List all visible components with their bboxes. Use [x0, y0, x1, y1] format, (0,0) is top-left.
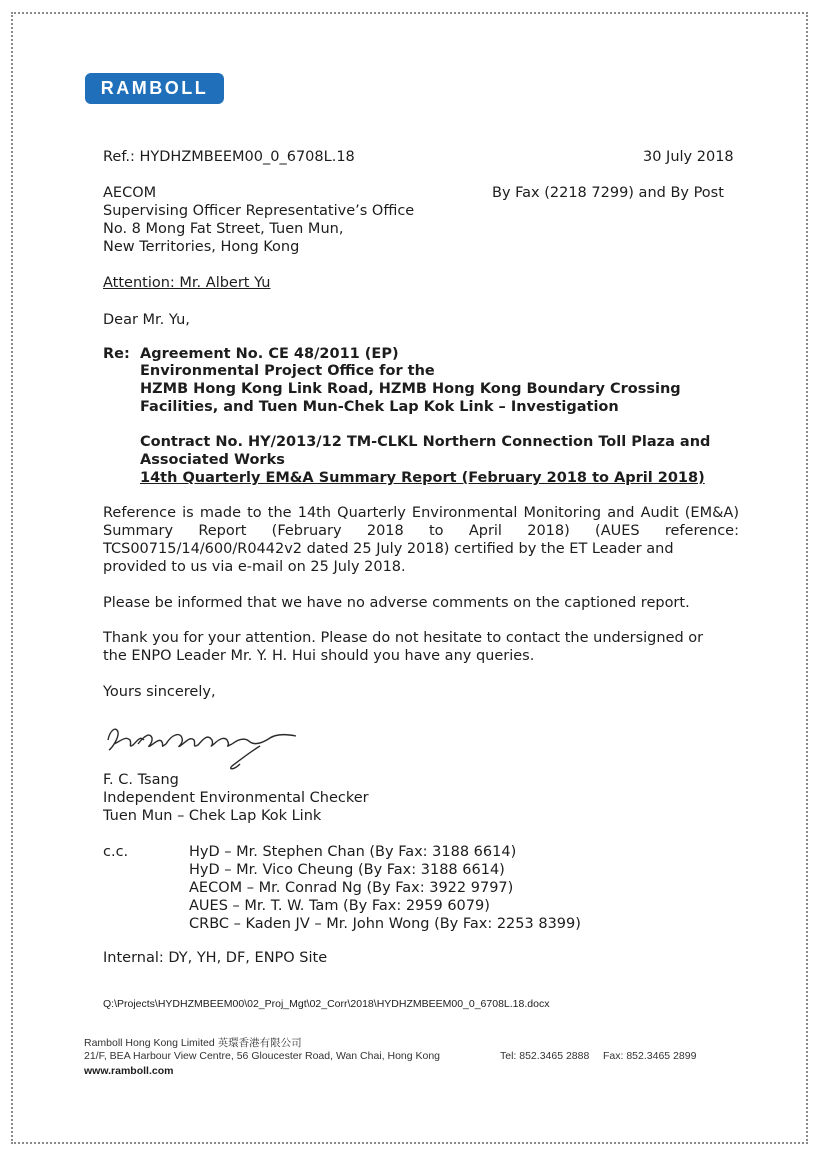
internal-distribution: Internal: DY, YH, DF, ENPO Site — [103, 950, 328, 966]
cc-item: CRBC – Kaden JV – Mr. John Wong (By Fax: 2253 8399) — [189, 916, 581, 932]
report-title: 14th Quarterly EM&A Summary Report (February 2018 to April 2018) — [140, 470, 705, 486]
footer-tel: Tel: 852.3465 2888 — [500, 1050, 590, 1062]
cc-item: HyD – Mr. Stephen Chan (By Fax: 3188 6614) — [189, 844, 517, 860]
paragraph-thanks-last: the ENPO Leader Mr. Y. H. Hui should you have any queries. — [103, 648, 535, 664]
paragraph-reference-last: provided to us via e-mail on 25 July 2018. — [103, 559, 406, 575]
cc-label: c.c. — [103, 844, 129, 860]
cc-item: HyD – Mr. Vico Cheung (By Fax: 3188 6614) — [189, 862, 505, 878]
closing: Yours sincerely, — [103, 684, 216, 700]
paragraph-reference: Reference is made to the 14th Quarterly Environmental Monitoring and Audit (EM&A) Summary Report (February 2018 to April 2018) (AUES reference: TCS00715/14/600/R0442v2 dated 25 July 2018) certified by the ET Leader and — [103, 505, 739, 557]
re-line-3: HZMB Hong Kong Link Road, HZMB Hong Kong Boundary Crossing — [140, 381, 681, 397]
recipient-line-1: AECOM — [103, 185, 157, 201]
recipient-line-3: No. 8 Mong Fat Street, Tuen Mun, — [103, 221, 344, 237]
re-line-1: Agreement No. CE 48/2011 (EP) — [140, 346, 399, 362]
letter-date: 30 July 2018 — [643, 149, 734, 165]
delivery-method: By Fax (2218 7299) and By Post — [492, 185, 724, 201]
file-path: Q:\Projects\HYDHZMBEEM00\02_Proj_Mgt\02_Corr\2018\HYDHZMBEEM00_0_6708L.18.docx — [103, 998, 550, 1010]
salutation: Dear Mr. Yu, — [103, 312, 190, 328]
cc-item: AECOM – Mr. Conrad Ng (By Fax: 3922 9797) — [189, 880, 514, 896]
footer-fax: Fax: 852.3465 2899 — [603, 1050, 697, 1062]
recipient-line-2: Supervising Officer Representative’s Office — [103, 203, 415, 219]
signatory-name: F. C. Tsang — [103, 772, 179, 788]
signatory-title: Independent Environmental Checker — [103, 790, 369, 806]
handwritten-signature — [100, 718, 310, 773]
signatory-project: Tuen Mun – Chek Lap Kok Link — [103, 808, 322, 824]
contract-line-1: Contract No. HY/2013/12 TM-CLKL Northern Connection Toll Plaza and — [140, 434, 711, 450]
footer-website[interactable]: www.ramboll.com — [84, 1065, 174, 1077]
reference-number: Ref.: HYDHZMBEEM00_0_6708L.18 — [103, 149, 355, 165]
paragraph-no-comments: Please be informed that we have no adverse comments on the captioned report. — [103, 595, 690, 611]
footer-company: Ramboll Hong Kong Limited 英環香港有限公司 — [84, 1037, 302, 1049]
attention-line: Attention: Mr. Albert Yu — [103, 275, 271, 291]
re-line-2: Environmental Project Office for the — [140, 363, 435, 379]
cc-item: AUES – Mr. T. W. Tam (By Fax: 2959 6079) — [189, 898, 490, 914]
ramboll-logo: RAMBOLL — [85, 73, 224, 104]
footer-address: 21/F, BEA Harbour View Centre, 56 Gloucester Road, Wan Chai, Hong Kong — [84, 1050, 441, 1062]
re-line-4: Facilities, and Tuen Mun-Chek Lap Kok Link – Investigation — [140, 399, 619, 415]
re-label: Re: — [103, 346, 130, 362]
page-border — [11, 12, 808, 1144]
recipient-line-4: New Territories, Hong Kong — [103, 239, 300, 255]
contract-line-2: Associated Works — [140, 452, 285, 468]
paragraph-thanks: Thank you for your attention. Please do not hesitate to contact the undersigned or — [103, 630, 704, 646]
